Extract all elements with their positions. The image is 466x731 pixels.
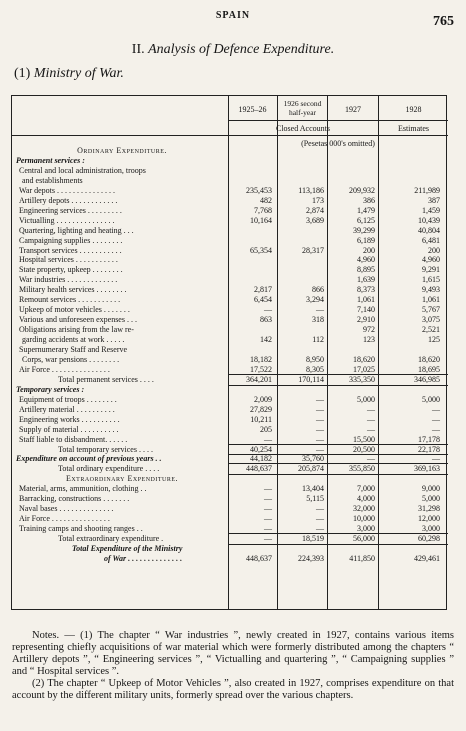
row-label: Artillery material . . . . . . . . . .: [19, 404, 115, 414]
row-label: of War . . . . . . . . . . . . . .: [104, 553, 183, 563]
row-value: 5,115: [306, 494, 324, 504]
row-value: 4,960: [422, 255, 440, 265]
table-row: [12, 514, 448, 523]
row-label: Barracking, constructions . . . . . . .: [19, 494, 130, 504]
row-value: 15,500: [353, 434, 375, 444]
row-value: 364,201: [246, 374, 272, 384]
row-value: —: [367, 404, 375, 414]
running-head: SPAIN: [215, 10, 251, 21]
row-value: 10,211: [250, 414, 272, 424]
row-value: 8,373: [357, 285, 375, 295]
row-label: Expenditure on account of previous years . .: [16, 454, 162, 464]
row-value: 9,291: [422, 265, 440, 275]
row-value: 31,298: [418, 504, 440, 514]
row-value: 6,189: [357, 235, 375, 245]
row-value: 7,768: [254, 205, 272, 215]
row-label: Naval bases . . . . . . . . . . . . . .: [19, 504, 114, 514]
row-label: War depots . . . . . . . . . . . . . . .: [19, 185, 116, 195]
table-row: [12, 474, 448, 483]
row-value: 113,186: [298, 185, 324, 195]
row-value: —: [264, 504, 272, 514]
row-value: 205,874: [298, 464, 324, 474]
row-value: 1,479: [357, 205, 375, 215]
row-value: 2,521: [422, 325, 440, 335]
row-label: Hospital services . . . . . . . . . . .: [19, 255, 118, 265]
table-row: [12, 196, 448, 205]
table-row: [12, 375, 448, 384]
table-divider: [228, 474, 448, 475]
row-value: 10,000: [353, 514, 375, 524]
row-value: 355,850: [349, 464, 375, 474]
row-value: 1,615: [422, 275, 440, 285]
row-value: 211,989: [414, 185, 440, 195]
table-row: [12, 494, 448, 503]
row-value: —: [264, 494, 272, 504]
row-value: —: [367, 414, 375, 424]
row-value: 200: [428, 245, 440, 255]
row-value: 3,075: [422, 315, 440, 325]
pesetas-note: (Pesetas 000's omitted): [301, 139, 375, 148]
row-value: 1,639: [357, 275, 375, 285]
table-divider: [228, 385, 448, 386]
table-row: [12, 425, 448, 434]
row-value: 200: [363, 245, 375, 255]
row-value: 142: [260, 335, 272, 345]
row-value: 369,163: [414, 464, 440, 474]
row-label: Air Force . . . . . . . . . . . . . . .: [19, 514, 110, 524]
row-value: 123: [363, 335, 375, 345]
row-value: 125: [428, 335, 440, 345]
table-row: [12, 395, 448, 404]
row-value: 56,000: [353, 534, 375, 544]
row-value: 3,689: [306, 215, 324, 225]
row-value: —: [264, 305, 272, 315]
subsection-title-text: Ministry of War.: [33, 66, 124, 81]
row-value: 3,000: [422, 524, 440, 534]
row-value: 2,910: [357, 315, 375, 325]
row-label: Training camps and shooting ranges . .: [19, 524, 143, 534]
table-divider: [228, 120, 448, 121]
row-label: Total temporary services . . . .: [58, 444, 153, 454]
row-label: Total Expenditure of the Ministry: [72, 544, 183, 553]
row-value: 429,461: [414, 553, 440, 563]
note-1: Notes. — (1) The chapter “ War industries ”, newly created in 1927, contains various items representing chiefly acquisitions of war material which were formerly distributed among the chapters “ Artillery depots ”, “ Engineering services ”, “ Victualling and quartering ”, “ Campaigning supplies ” and “ Hospital services ”.: [12, 630, 454, 677]
row-label: Upkeep of motor vehicles . . . . . . .: [19, 305, 130, 315]
row-value: 35,760: [302, 454, 324, 464]
row-value: 17,522: [250, 364, 272, 374]
row-value: 2,009: [254, 394, 272, 404]
row-label: Corps, war pensions . . . . . . . .: [22, 354, 120, 364]
row-value: 209,932: [349, 185, 375, 195]
row-value: 18,519: [302, 534, 324, 544]
table-row: [12, 325, 448, 334]
table-row: [12, 206, 448, 215]
table-row: [12, 146, 448, 155]
table-row: [12, 445, 448, 454]
row-label: Equipment of troops . . . . . . . .: [19, 394, 117, 404]
table-row: [12, 285, 448, 294]
row-value: —: [316, 394, 324, 404]
table-divider: [228, 374, 448, 375]
table-row: [12, 484, 448, 493]
row-value: —: [264, 534, 272, 544]
table-divider: [228, 444, 448, 445]
row-label: Air Force . . . . . . . . . . . . . . .: [19, 364, 110, 374]
row-value: 60,298: [418, 534, 440, 544]
table-row: [12, 415, 448, 424]
row-label: Military health services . . . . . . . .: [19, 285, 127, 295]
row-value: 448,637: [246, 464, 272, 474]
row-label: Various and unforeseen expenses . . .: [19, 315, 137, 325]
table-row: [12, 554, 448, 563]
row-value: 5,000: [422, 494, 440, 504]
page-number: 765: [433, 14, 454, 29]
row-label: and establishments: [22, 175, 83, 185]
row-label: Engineering services . . . . . . . . .: [19, 205, 122, 215]
row-value: —: [432, 454, 440, 464]
row-value: 3,000: [357, 524, 375, 534]
row-label: Quartering, lighting and heating . . .: [19, 225, 134, 235]
table-divider: [228, 454, 448, 455]
table-row: [12, 176, 448, 185]
subsection-title: [14, 66, 124, 82]
row-label: Material, arms, ammunition, clothing . .: [19, 484, 147, 494]
row-label: Ordinary Expenditure.: [77, 146, 167, 155]
row-value: 1,061: [357, 295, 375, 305]
table-row: [12, 186, 448, 195]
estimates-label: Estimates: [397, 124, 430, 133]
row-value: 8,305: [306, 364, 324, 374]
row-value: 8,895: [357, 265, 375, 275]
row-value: 7,000: [357, 484, 375, 494]
table-row: [12, 216, 448, 225]
row-value: 18,182: [250, 354, 272, 364]
row-value: 235,453: [246, 185, 272, 195]
row-value: —: [432, 404, 440, 414]
table-row: [12, 544, 448, 553]
row-value: —: [264, 514, 272, 524]
table-divider: [228, 533, 448, 534]
row-value: —: [316, 404, 324, 414]
row-value: 224,393: [298, 553, 324, 563]
row-value: —: [432, 414, 440, 424]
table-row: [12, 275, 448, 284]
table-row: [12, 305, 448, 314]
row-value: 17,025: [353, 364, 375, 374]
row-value: —: [316, 504, 324, 514]
row-value: 13,404: [302, 484, 324, 494]
row-value: 3,294: [306, 295, 324, 305]
row-label: garding accidents at work . . . . .: [22, 335, 125, 345]
row-value: —: [316, 305, 324, 315]
subsection-number: (1): [14, 66, 31, 81]
table-row: [12, 226, 448, 235]
row-value: —: [367, 454, 375, 464]
row-value: 2,817: [254, 285, 272, 295]
row-value: 1,459: [422, 205, 440, 215]
row-value: 40,254: [250, 444, 272, 454]
row-value: 4,000: [357, 494, 375, 504]
table-row: [12, 295, 448, 304]
row-value: 5,767: [422, 305, 440, 315]
row-value: —: [432, 424, 440, 434]
row-value: 411,850: [349, 553, 375, 563]
row-label: Campaigning supplies . . . . . . . .: [19, 235, 123, 245]
table-row: [12, 236, 448, 245]
expenditure-table: [11, 95, 447, 610]
row-value: —: [316, 524, 324, 534]
row-value: 40,804: [418, 225, 440, 235]
row-label: Temporary services :: [16, 384, 85, 394]
row-value: 346,985: [414, 374, 440, 384]
row-value: 972: [363, 325, 375, 335]
table-divider: [228, 463, 448, 464]
row-value: 2,874: [306, 205, 324, 215]
row-value: 866: [312, 285, 324, 295]
section-roman: II.: [131, 42, 145, 57]
table-row: [12, 166, 448, 175]
row-label: War industries . . . . . . . . . . . . .: [19, 275, 118, 285]
row-value: —: [264, 484, 272, 494]
row-value: 6,125: [357, 215, 375, 225]
table-row: [12, 315, 448, 324]
row-value: 6,481: [422, 235, 440, 245]
row-label: Remount services . . . . . . . . . . .: [19, 295, 121, 305]
row-value: 10,164: [250, 215, 272, 225]
note-2: (2) The chapter “ Upkeep of Motor Vehicles ”, also created in 1927, comprises expenditure on that account by the different military units, formerly spread over the various chapters.: [12, 678, 454, 701]
row-label: Supply of material . . . . . . . . . .: [19, 424, 119, 434]
row-label: Total extraordinary expenditure .: [58, 534, 164, 544]
col-header-1925: 1925–26: [238, 105, 267, 114]
row-value: 205: [260, 424, 272, 434]
row-value: 4,960: [357, 255, 375, 265]
table-divider: [12, 135, 448, 136]
row-value: —: [316, 434, 324, 444]
table-row: [12, 246, 448, 255]
col-header-1928: 1928: [405, 105, 422, 114]
table-row: [12, 345, 448, 354]
row-value: 8,950: [306, 354, 324, 364]
row-value: 482: [260, 195, 272, 205]
row-value: 6,454: [254, 295, 272, 305]
row-label: Engineering works . . . . . . . . . .: [19, 414, 120, 424]
row-value: 170,114: [298, 374, 324, 384]
row-value: 1,061: [422, 295, 440, 305]
table-row: [12, 265, 448, 274]
row-value: 18,695: [418, 364, 440, 374]
section-title: [0, 42, 466, 58]
row-value: 28,317: [302, 245, 324, 255]
table-row: [12, 156, 448, 165]
row-value: —: [316, 414, 324, 424]
row-label: Supernumerary Staff and Reserve: [19, 345, 128, 354]
row-value: 17,178: [418, 434, 440, 444]
section-title-text: Analysis of Defence Expenditure.: [148, 42, 335, 57]
row-value: 18,620: [418, 354, 440, 364]
row-value: 386: [363, 195, 375, 205]
row-label: Extraordinary Expenditure.: [65, 474, 179, 484]
row-value: 12,000: [418, 514, 440, 524]
table-row: [12, 255, 448, 264]
row-value: 18,620: [353, 354, 375, 364]
row-label: Artillery depots . . . . . . . . . . . .: [19, 195, 118, 205]
row-value: 5,000: [422, 394, 440, 404]
table-divider: [228, 544, 448, 545]
row-value: 32,000: [353, 504, 375, 514]
row-value: 7,140: [357, 305, 375, 315]
notes: [12, 630, 454, 702]
row-value: 9,000: [422, 484, 440, 494]
row-value: 27,829: [250, 404, 272, 414]
row-value: 10,439: [418, 215, 440, 225]
table-row: [12, 385, 448, 394]
row-value: 65,354: [250, 245, 272, 255]
row-label: State property, upkeep . . . . . . . .: [19, 265, 123, 275]
row-value: —: [316, 444, 324, 454]
table-row: [12, 504, 448, 513]
row-label: Permanent services :: [16, 155, 85, 165]
row-value: —: [367, 424, 375, 434]
closed-accounts-label: Closed Accounts: [276, 124, 330, 133]
row-value: 20,500: [353, 444, 375, 454]
row-label: Total permanent services . . . .: [58, 374, 154, 384]
row-value: —: [316, 424, 324, 434]
row-value: 5,000: [357, 394, 375, 404]
row-value: —: [264, 524, 272, 534]
table-row: [12, 534, 448, 543]
row-label: Transport services . . . . . . . . . . .: [19, 245, 122, 255]
row-value: 387: [428, 195, 440, 205]
row-value: 173: [312, 195, 324, 205]
row-label: Central and local administration, troops: [19, 165, 146, 175]
row-value: —: [264, 434, 272, 444]
row-label: Total ordinary expenditure . . . .: [58, 464, 160, 474]
row-value: 448,637: [246, 553, 272, 563]
row-value: 112: [312, 335, 324, 345]
col-header-1927: 1927: [345, 105, 361, 114]
row-value: 863: [260, 315, 272, 325]
row-value: 318: [312, 315, 324, 325]
row-value: 44,182: [250, 454, 272, 464]
row-value: 39,299: [353, 225, 375, 235]
table-row: [12, 335, 448, 344]
row-label: Victualling . . . . . . . . . . . . . . .: [19, 215, 115, 225]
table-row: [12, 405, 448, 414]
row-value: 9,493: [422, 285, 440, 295]
table-row: [12, 464, 448, 473]
row-value: —: [316, 514, 324, 524]
row-value: 22,178: [418, 444, 440, 454]
row-label: Obligations arising from the law re-: [19, 325, 134, 335]
row-label: Staff liable to disbandment. . . . . .: [19, 434, 128, 444]
col-header-1926: 1926 second half-year: [283, 99, 322, 117]
row-value: 335,350: [349, 374, 375, 384]
table-row: [12, 355, 448, 364]
